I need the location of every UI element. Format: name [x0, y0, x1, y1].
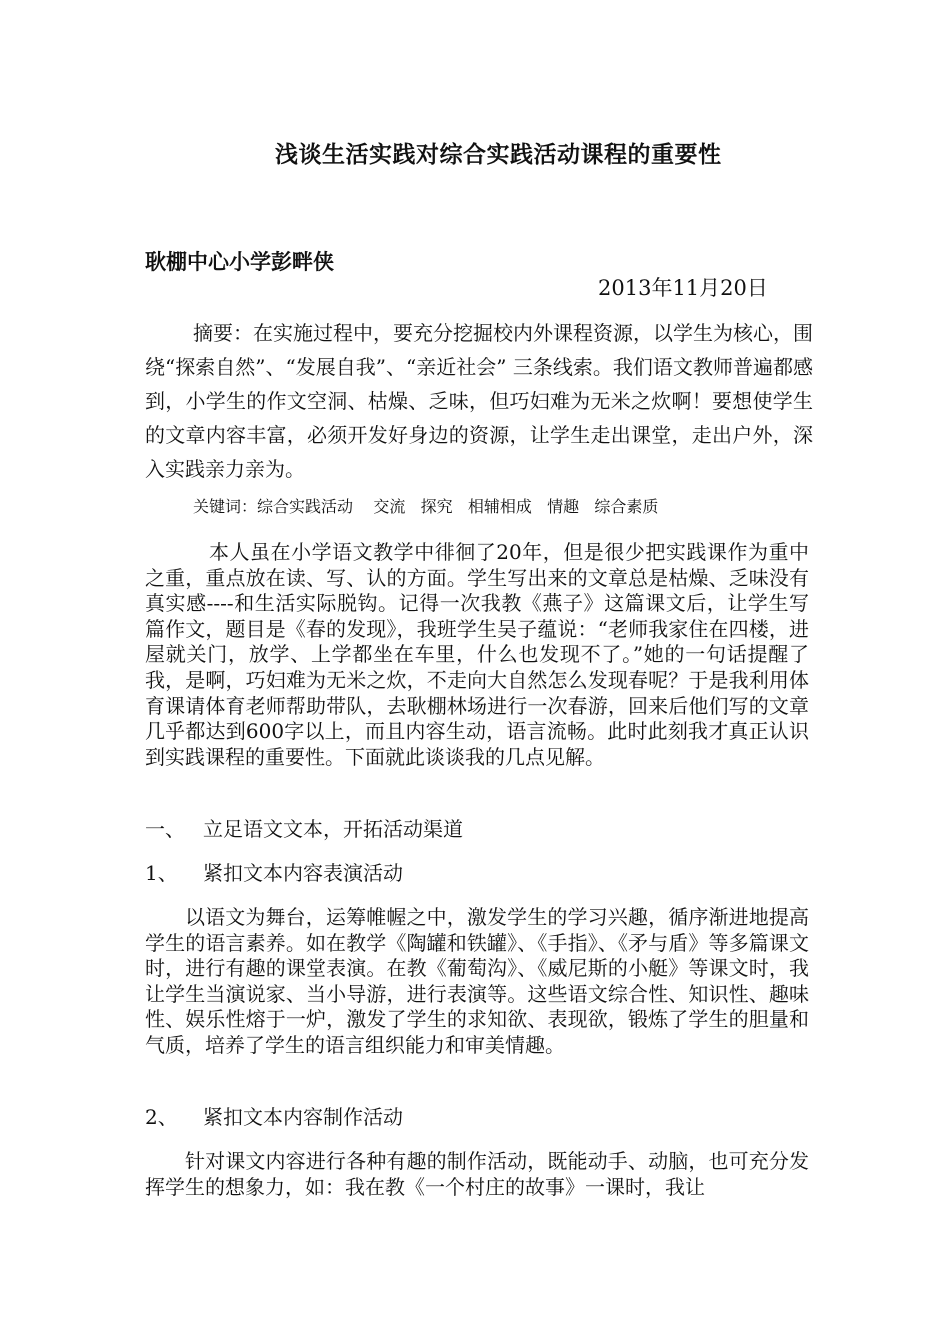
body-paragraph-1: 以语文为舞台，运筹帷幄之中，激发学生的学习兴趣，循序渐进地提高学生的语言素养。如在教学《陶罐和铁罐》、《手指》、《矛与盾》等多篇课文时，进行有趣的课堂表演。在教《葡萄沟》、《威尼斯的小艇》等课文时，我让学生当演说家、当小导游，进行表演等。这些语文综合性、知识性、趣味性、娱乐性熔于一炉，激发了学生的求知欲、表现欲，锻炼了学生的胆量和气质，培养了学生的语言组织能力和审美情趣。 [145, 905, 809, 1057]
body-paragraph-2: 针对课文内容进行各种有趣的制作活动，既能动手、动脑，也可充分发挥学生的想象力，如：我在教《一个村庄的故事》一课时，我让 [145, 1149, 809, 1199]
subsection-heading-1 [145, 857, 403, 886]
subsection-number: 2、 [145, 1105, 178, 1129]
keywords-line: 关键词：综合实践活动 交流 探究 相辅相成 情趣 综合素质 [193, 497, 659, 516]
subsection-title: 紧扣文本内容制作活动 [203, 1105, 403, 1129]
intro-paragraph: 本人虽在小学语文教学中徘徊了20年，但是很少把实践课作为重中之重，重点放在读、写、认的方面。学生写出来的文章总是枯燥、乏味没有真实感----和生活实际脱钩。记得一次我教《燕子》这篇课文后，让学生写篇作文，题目是《春的发现》，我班学生吴子蕴说：“老师我家住在四楼，进屋就关门，放学、上学都坐在车里，什么也发现不了。”她的一句话提醒了我，是啊，巧妇难为无米之炊，不走向大自然怎么发现春呢？于是我利用体育课请体育老师帮助带队，去耿棚林场进行一次春游，回来后他们写的文章几乎都达到600字以上，而且内容生动，语言流畅。此时此刻我才真正认识到实践课程的重要性。下面就此谈谈我的几点见解。 [145, 540, 809, 769]
abstract-paragraph: 摘要：在实施过程中，要充分挖掘校内外课程资源，以学生为核心，围绕“探索自然”、“发展自我”、“亲近社会” 三条线索。我们语文教师普遍都感到，小学生的作文空洞、枯燥、乏味，但巧妇难为无米之炊啊！要想使学生的文章内容丰富，必须开发好身边的资源，让学生走出课堂，走出户外，深入实践亲力亲为。 [145, 321, 813, 481]
subsection-title: 紧扣文本内容表演活动 [203, 861, 403, 885]
document-title: 浅谈生活实践对综合实践活动课程的重要性 [275, 141, 722, 168]
subsection-number: 1、 [145, 861, 178, 885]
section-title: 立足语文文本，开拓活动渠道 [203, 817, 463, 841]
author-line: 耿棚中心小学彭畔侠 [145, 249, 334, 274]
section-number: 一、 [145, 817, 185, 841]
date-line: 2013年11月20日 [598, 276, 768, 300]
subsection-heading-2 [145, 1101, 403, 1130]
section-heading-1 [145, 813, 463, 842]
